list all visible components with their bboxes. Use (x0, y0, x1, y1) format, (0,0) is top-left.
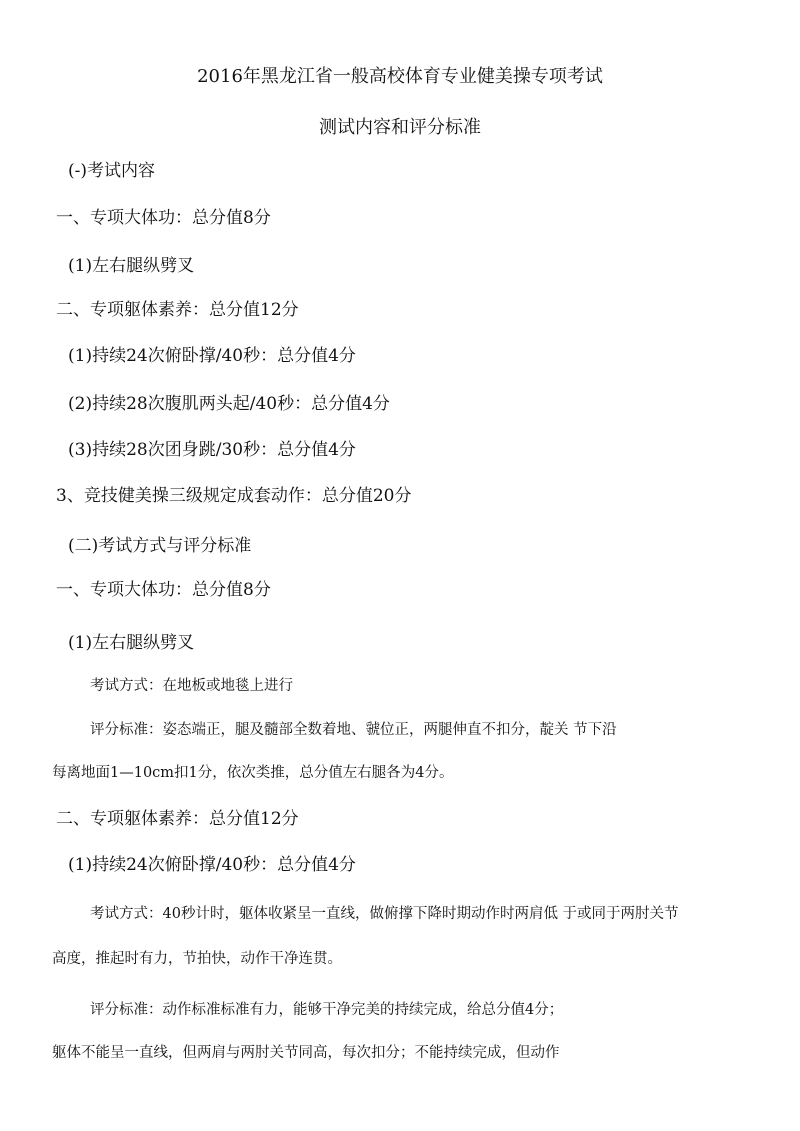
document-subtitle: 测试内容和评分标准 (319, 117, 481, 138)
section-heading: 二、专项躯体素养：总分值12分 (56, 300, 299, 320)
section-heading: 一、专项大体功：总分值8分 (56, 208, 271, 228)
paragraph: 评分标准：姿态端正，腿及髓部全数着地、虢位正，两腿伸直不扣分，靛关 节下沿 (90, 722, 617, 738)
part2-heading: (二)考试方式与评分标准 (68, 536, 252, 556)
paragraph: 评分标准：动作标准标准有力，能够干净完美的持续完成，给总分值4分； (90, 1002, 564, 1018)
section-heading: 二、专项躯体素养：总分值12分 (56, 809, 299, 829)
section-heading: 3、竞技健美操三级规定成套动作：总分值20分 (56, 486, 412, 506)
paragraph: 躯体不能呈一直线，但两肩与两肘关节同高，每次扣分；不能持续完成，但动作 (52, 1045, 560, 1061)
part1-heading: (-)考试内容 (68, 161, 156, 181)
section-item: (1)左右腿纵劈叉 (68, 633, 195, 653)
section-item: (2)持续28次腹肌两头起/40秒：总分值4分 (68, 394, 390, 414)
paragraph: 考试方式：40秒计时，躯体收紧呈一直线，做俯撑下降时期动作时两肩低 于或同于两肘关节 (90, 906, 679, 922)
paragraph: 高度，推起时有力，节拍快，动作干净连贯。 (52, 951, 342, 967)
section-item: (1)左右腿纵劈叉 (68, 256, 195, 276)
paragraph: 每离地面1—10cm扣1分，依次类推，总分值左右腿各为4分。 (52, 765, 454, 781)
section-item: (1)持续24次俯卧撑/40秒：总分值4分 (68, 855, 356, 875)
section-item: (3)持续28次团身跳/30秒：总分值4分 (68, 440, 356, 460)
document-title: 2016年黑龙江省一般高校体育专业健美操专项考试 (197, 66, 603, 87)
section-heading: 一、专项大体功：总分值8分 (56, 580, 271, 600)
paragraph: 考试方式：在地板或地毯上进行 (90, 678, 293, 694)
section-item: (1)持续24次俯卧撑/40秒：总分值4分 (68, 346, 356, 366)
